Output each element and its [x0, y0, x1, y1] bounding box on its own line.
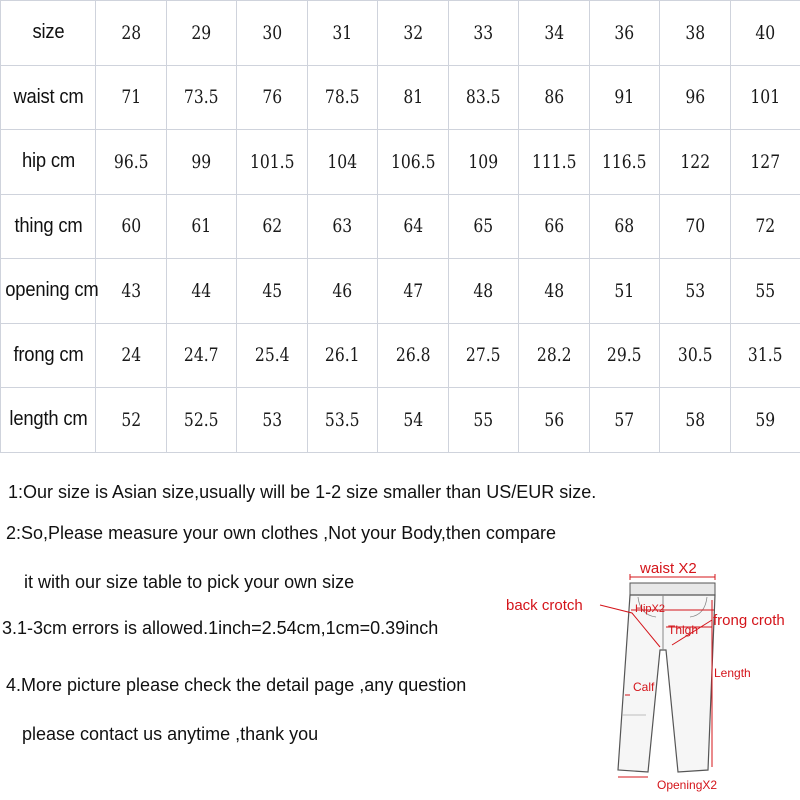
table-cell: 111.5 [525, 130, 583, 195]
table-cell: 27.5 [454, 323, 512, 388]
table-cell: 73.5 [172, 65, 230, 130]
table-cell: 70 [666, 194, 724, 259]
table-cell: 33 [454, 1, 512, 66]
opening-label: OpeningX2 [657, 778, 718, 792]
table-cell: 106.5 [384, 130, 442, 195]
back-crotch-label: back crotch [506, 597, 583, 614]
note-2-line-2: it with our size table to pick your own size [24, 572, 355, 592]
table-cell: 38 [666, 1, 724, 66]
table-cell: 29.5 [595, 323, 653, 388]
table-row [1, 65, 800, 130]
note-1: 1:Our size is Asian size,usually will be 1-2 size smaller than US/EUR size. [8, 482, 597, 502]
table-row [1, 259, 800, 324]
table-cell: 86 [525, 65, 583, 130]
table-cell: 34 [525, 1, 583, 66]
table-cell: 62 [243, 194, 301, 259]
table-cell: 116.5 [595, 130, 653, 195]
table-cell: 56 [525, 388, 583, 453]
table-cell: 24 [102, 323, 160, 388]
front-crotch-label: frong croth [713, 612, 785, 629]
table-cell: 68 [595, 194, 653, 259]
table-cell: 71 [102, 65, 160, 130]
row-header: waist cm [4, 65, 91, 130]
table-cell: 44 [172, 259, 230, 324]
table-cell: 53.5 [313, 388, 371, 453]
table-cell: 58 [666, 388, 724, 453]
note-4-line-2: please contact us anytime ,thank you [22, 724, 319, 744]
table-cell: 29 [172, 1, 230, 66]
table-cell: 65 [454, 194, 512, 259]
length-label: Length [714, 666, 751, 680]
table-cell: 59 [736, 388, 794, 453]
table-cell: 78.5 [313, 65, 371, 130]
table-cell: 32 [384, 1, 442, 66]
table-cell: 64 [384, 194, 442, 259]
row-header: frong cm [4, 323, 91, 388]
table-cell: 101 [736, 65, 794, 130]
table-cell: 53 [666, 259, 724, 324]
table-row [1, 1, 800, 66]
table-cell: 24.7 [172, 323, 230, 388]
table-cell: 96.5 [102, 130, 160, 195]
pants-measurement-diagram [500, 555, 800, 800]
table-cell: 81 [384, 65, 442, 130]
table-cell: 51 [595, 259, 653, 324]
table-cell: 101.5 [243, 130, 301, 195]
table-cell: 30 [243, 1, 301, 66]
table-cell: 48 [454, 259, 512, 324]
waist-label: waist X2 [640, 560, 697, 577]
thigh-label: Thigh [668, 623, 699, 637]
table-cell: 76 [243, 65, 301, 130]
table-cell: 91 [595, 65, 653, 130]
table-cell: 40 [736, 1, 794, 66]
calf-label: Calf [633, 680, 655, 694]
row-header: hip cm [4, 130, 91, 195]
row-header: opening cm [4, 259, 91, 324]
row-header: thing cm [4, 194, 91, 259]
table-cell: 52 [102, 388, 160, 453]
table-cell: 53 [243, 388, 301, 453]
table-cell: 99 [172, 130, 230, 195]
table-cell: 26.1 [313, 323, 371, 388]
table-cell: 109 [454, 130, 512, 195]
note-2-line-1: 2:So,Please measure your own clothes ,Not your Body,then compare [6, 523, 556, 543]
table-cell: 31 [313, 1, 371, 66]
table-cell: 96 [666, 65, 724, 130]
table-cell: 122 [666, 130, 724, 195]
table-cell: 66 [525, 194, 583, 259]
table-row [1, 130, 800, 195]
table-cell: 104 [313, 130, 371, 195]
table-row [1, 194, 800, 259]
table-cell: 54 [384, 388, 442, 453]
note-4-line-1: 4.More picture please check the detail page ,any question [6, 675, 467, 695]
row-header: size [4, 1, 91, 66]
table-cell: 25.4 [243, 323, 301, 388]
table-cell: 43 [102, 259, 160, 324]
hip-label: HipX2 [635, 603, 665, 615]
table-cell: 26.8 [384, 323, 442, 388]
table-cell: 46 [313, 259, 371, 324]
pants-outline-icon [500, 555, 800, 800]
row-header: length cm [4, 388, 91, 453]
table-cell: 28 [102, 1, 160, 66]
table-cell: 83.5 [454, 65, 512, 130]
table-cell: 55 [736, 259, 794, 324]
table-cell: 61 [172, 194, 230, 259]
table-row [1, 323, 800, 388]
table-cell: 45 [243, 259, 301, 324]
table-cell: 30.5 [666, 323, 724, 388]
table-cell: 55 [454, 388, 512, 453]
table-cell: 36 [595, 1, 653, 66]
table-cell: 52.5 [172, 388, 230, 453]
note-3: 3.1-3cm errors is allowed.1inch=2.54cm,1cm=0.39inch [2, 618, 439, 638]
table-cell: 48 [525, 259, 583, 324]
table-cell: 31.5 [736, 323, 794, 388]
table-cell: 127 [736, 130, 794, 195]
table-cell: 60 [102, 194, 160, 259]
table-cell: 72 [736, 194, 794, 259]
table-cell: 47 [384, 259, 442, 324]
table-cell: 57 [595, 388, 653, 453]
table-cell: 28.2 [525, 323, 583, 388]
table-cell: 63 [313, 194, 371, 259]
table-row [1, 388, 800, 453]
